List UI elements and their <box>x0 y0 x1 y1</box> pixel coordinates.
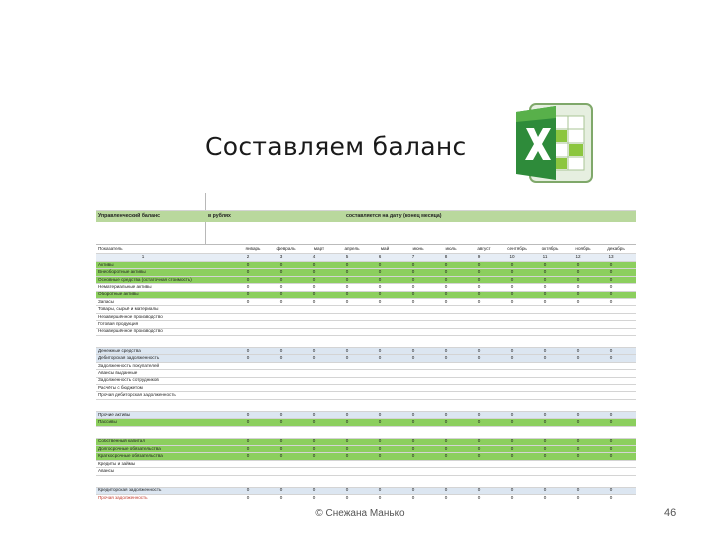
cell-value: 0 <box>477 348 481 353</box>
row-label: Авансы <box>98 468 115 474</box>
cell-value: 0 <box>279 284 283 290</box>
cell-value: 0 <box>510 276 514 282</box>
cell-value: 0 <box>510 299 514 304</box>
cell-value: 0 <box>246 438 250 444</box>
cell-value: 0 <box>576 446 580 451</box>
cell-value: 0 <box>345 453 349 459</box>
cell-value: 0 <box>576 438 580 444</box>
column-number: 12 <box>575 254 581 260</box>
cell-value: 0 <box>246 299 250 304</box>
cell-value: 0 <box>378 284 382 290</box>
excel-logo-icon <box>512 98 598 188</box>
cell-value: 0 <box>246 348 250 353</box>
table-row <box>96 391 636 398</box>
cell-value: 0 <box>246 419 250 425</box>
column-number: 3 <box>279 254 283 260</box>
cell-value: 0 <box>345 487 349 493</box>
cell-value: 0 <box>279 291 283 297</box>
cell-value: 0 <box>510 348 514 353</box>
cell-value: 0 <box>510 487 514 493</box>
cell-value: 0 <box>378 276 382 282</box>
row-label: Задолженность покупателей <box>98 362 160 368</box>
cell-value: 0 <box>609 355 613 361</box>
column-number: 7 <box>411 254 415 260</box>
cell-value: 0 <box>378 487 382 493</box>
cell-value: 0 <box>345 291 349 297</box>
cell-value: 0 <box>609 419 613 425</box>
cell-value: 0 <box>279 348 283 353</box>
cell-value: 0 <box>378 419 382 425</box>
cell-value: 0 <box>444 487 448 493</box>
cell-value: 0 <box>279 487 283 493</box>
cell-value: 0 <box>279 411 283 417</box>
table-row <box>96 494 636 501</box>
table-row <box>96 487 636 494</box>
row-label: Готовая продукция <box>98 321 139 327</box>
row-label <box>98 476 206 487</box>
row-label: Дебиторская задолженность <box>98 355 160 361</box>
cell-value: 0 <box>510 453 514 459</box>
cell-value: 0 <box>345 438 349 444</box>
cell-value: 0 <box>378 495 382 500</box>
column-number: 5 <box>345 254 349 260</box>
cell-value: 0 <box>246 291 250 297</box>
cell-value: 0 <box>378 348 382 353</box>
sheet-head-mid: в рублях <box>208 212 231 219</box>
row-label: Оборотные активы <box>98 291 139 297</box>
month-header: март <box>313 245 325 251</box>
table-row <box>96 475 636 487</box>
month-header: октябрь <box>541 245 559 251</box>
cell-value: 0 <box>576 262 580 267</box>
page-number: 46 <box>664 507 677 519</box>
cell-value: 0 <box>345 419 349 425</box>
cell-value: 0 <box>246 446 250 451</box>
table-row <box>96 347 636 354</box>
cell-value: 0 <box>444 495 448 500</box>
cell-value: 0 <box>543 453 547 459</box>
cell-value: 0 <box>378 411 382 417</box>
cell-value: 0 <box>477 495 481 500</box>
cell-value: 0 <box>609 438 613 444</box>
cell-value: 0 <box>345 355 349 361</box>
cell-value: 0 <box>576 276 580 282</box>
cell-value: 0 <box>576 269 580 275</box>
row-label: Прочая дебиторская задолженность <box>98 392 176 398</box>
cell-value: 0 <box>411 411 415 417</box>
cell-value: 0 <box>444 262 448 267</box>
cell-value: 0 <box>576 419 580 425</box>
cell-value: 0 <box>576 411 580 417</box>
month-header: декабрь <box>607 245 625 251</box>
month-header: июнь <box>412 245 424 251</box>
cell-value: 0 <box>279 269 283 275</box>
cell-value: 0 <box>510 438 514 444</box>
cell-value: 0 <box>444 284 448 290</box>
cell-value: 0 <box>543 262 547 267</box>
cell-value: 0 <box>543 284 547 290</box>
cell-value: 0 <box>510 419 514 425</box>
table-row <box>96 268 636 275</box>
slide-title: Составляем баланс <box>205 132 467 161</box>
cell-value: 0 <box>609 446 613 451</box>
table-row <box>96 291 636 298</box>
cell-value: 0 <box>378 291 382 297</box>
row-label: Пассивы <box>98 419 117 425</box>
row-label: Денежные средства <box>98 348 141 353</box>
cell-value: 0 <box>477 269 481 275</box>
cell-value: 0 <box>378 262 382 267</box>
cell-value: 0 <box>477 299 481 304</box>
row-label: Прочая задолженность <box>98 495 148 500</box>
column-number: 11 <box>542 254 548 260</box>
cell-value: 0 <box>444 269 448 275</box>
sheet-head-left: Управленческий баланс <box>98 212 160 219</box>
row-label <box>98 427 206 438</box>
column-number: 10 <box>509 254 515 260</box>
row-label: Товары, сырьё и материалы <box>98 306 159 312</box>
cell-value: 0 <box>312 495 316 500</box>
row-label: Незавершённое производство <box>98 328 163 334</box>
cell-value: 0 <box>477 284 481 290</box>
row-label: Активы <box>98 262 114 267</box>
table-row <box>96 298 636 305</box>
cell-value: 0 <box>477 276 481 282</box>
cell-value: 0 <box>477 355 481 361</box>
cell-value: 0 <box>246 269 250 275</box>
cell-value: 0 <box>345 262 349 267</box>
cell-value: 0 <box>411 487 415 493</box>
cell-value: 0 <box>345 269 349 275</box>
table-row <box>96 362 636 369</box>
table-row <box>96 320 636 327</box>
cell-value: 0 <box>378 269 382 275</box>
column-number: 2 <box>246 254 250 260</box>
cell-value: 0 <box>411 269 415 275</box>
table-row <box>96 261 636 268</box>
cell-value: 0 <box>510 269 514 275</box>
column-number: 1 <box>141 254 145 260</box>
table-row <box>96 305 636 312</box>
cell-value: 0 <box>510 355 514 361</box>
row-label: Прочие активы <box>98 411 131 417</box>
cell-value: 0 <box>246 262 250 267</box>
table-row <box>96 452 636 459</box>
table-row <box>96 369 636 376</box>
cell-value: 0 <box>411 438 415 444</box>
cell-value: 0 <box>279 453 283 459</box>
row-label: Расчёты с бюджетом <box>98 385 143 390</box>
month-header: август <box>477 245 491 251</box>
table-row <box>96 438 636 445</box>
cell-value: 0 <box>609 487 613 493</box>
cell-value: 0 <box>609 284 613 290</box>
cell-value: 0 <box>609 453 613 459</box>
cell-value: 0 <box>444 276 448 282</box>
column-number: 8 <box>444 254 448 260</box>
cell-value: 0 <box>576 487 580 493</box>
cell-value: 0 <box>543 419 547 425</box>
cell-value: 0 <box>609 276 613 282</box>
cell-value: 0 <box>444 299 448 304</box>
cell-value: 0 <box>444 355 448 361</box>
cell-value: 0 <box>543 446 547 451</box>
cell-value: 0 <box>411 284 415 290</box>
cell-value: 0 <box>576 495 580 500</box>
cell-value: 0 <box>543 291 547 297</box>
cell-value: 0 <box>378 355 382 361</box>
cell-value: 0 <box>510 291 514 297</box>
column-number: 6 <box>378 254 382 260</box>
table-row <box>96 377 636 384</box>
cell-value: 0 <box>411 262 415 267</box>
table-row <box>96 328 636 335</box>
cell-value: 0 <box>411 495 415 500</box>
cell-value: 0 <box>444 453 448 459</box>
cell-value: 0 <box>543 299 547 304</box>
cell-value: 0 <box>345 276 349 282</box>
month-header-row <box>96 244 636 253</box>
cell-value: 0 <box>576 284 580 290</box>
cell-value: 0 <box>246 276 250 282</box>
cell-value: 0 <box>345 348 349 353</box>
row-label: Задолженность сотрудников <box>98 377 159 383</box>
sheet-head-right: составляется на дату (конец месяца) <box>346 212 442 219</box>
cell-value: 0 <box>312 487 316 493</box>
cell-value: 0 <box>510 446 514 451</box>
cell-value: 0 <box>312 348 316 353</box>
table-row <box>96 418 636 425</box>
cell-value: 0 <box>444 411 448 417</box>
month-header: апрель <box>344 245 360 251</box>
cell-value: 0 <box>312 411 316 417</box>
cell-value: 0 <box>246 487 250 493</box>
cell-value: 0 <box>543 487 547 493</box>
cell-value: 0 <box>378 438 382 444</box>
cell-value: 0 <box>246 284 250 290</box>
table-row <box>96 384 636 391</box>
row-label: Внеоборотные активы <box>98 269 146 275</box>
cell-value: 0 <box>312 299 316 304</box>
cell-value: 0 <box>279 276 283 282</box>
sheet-title-row <box>96 210 636 222</box>
table-row <box>96 399 636 411</box>
table-row <box>96 426 636 438</box>
cell-value: 0 <box>609 411 613 417</box>
cell-value: 0 <box>576 355 580 361</box>
cell-value: 0 <box>312 262 316 267</box>
cell-value: 0 <box>510 284 514 290</box>
cell-value: 0 <box>312 446 316 451</box>
cell-value: 0 <box>378 453 382 459</box>
month-header: май <box>380 245 390 251</box>
table-row <box>96 467 636 474</box>
cell-value: 0 <box>345 495 349 500</box>
month-header: январь <box>245 245 261 251</box>
cell-value: 0 <box>444 438 448 444</box>
table-row <box>96 335 636 347</box>
cell-value: 0 <box>543 276 547 282</box>
cell-value: 0 <box>543 411 547 417</box>
cell-value: 0 <box>279 355 283 361</box>
cell-value: 0 <box>510 495 514 500</box>
cell-value: 0 <box>279 438 283 444</box>
cell-value: 0 <box>378 299 382 304</box>
cell-value: 0 <box>246 411 250 417</box>
cell-value: 0 <box>609 299 613 304</box>
cell-value: 0 <box>345 284 349 290</box>
cell-value: 0 <box>246 355 250 361</box>
row-label <box>98 336 206 347</box>
cell-value: 0 <box>378 446 382 451</box>
column-number: 9 <box>477 254 481 260</box>
cell-value: 0 <box>246 495 250 500</box>
balance-spreadsheet <box>96 210 636 500</box>
cell-value: 0 <box>576 453 580 459</box>
row-label <box>98 400 206 411</box>
cell-value: 0 <box>444 446 448 451</box>
cell-value: 0 <box>279 299 283 304</box>
row-label: Краткосрочные обязательства <box>98 453 163 459</box>
cell-value: 0 <box>345 411 349 417</box>
cell-value: 0 <box>609 348 613 353</box>
table-row <box>96 276 636 283</box>
cell-value: 0 <box>477 487 481 493</box>
column-number-row <box>96 253 636 261</box>
row-label: Основные средства (остаточная стоимость) <box>98 276 192 282</box>
table-row <box>96 283 636 290</box>
cell-value: 0 <box>312 355 316 361</box>
cell-value: 0 <box>345 299 349 304</box>
column-number: 4 <box>312 254 316 260</box>
table-row <box>96 460 636 467</box>
cell-value: 0 <box>444 348 448 353</box>
cell-value: 0 <box>411 453 415 459</box>
cell-value: 0 <box>246 453 250 459</box>
table-row <box>96 445 636 452</box>
cell-value: 0 <box>576 291 580 297</box>
month-header: июль <box>445 245 457 251</box>
cell-value: 0 <box>543 495 547 500</box>
table-row <box>96 411 636 418</box>
row-label: Долгосрочные обязательства <box>98 446 161 451</box>
column-header-label: Показатель <box>98 245 123 251</box>
cell-value: 0 <box>312 284 316 290</box>
cell-value: 0 <box>477 453 481 459</box>
cell-value: 0 <box>279 419 283 425</box>
month-header: сентябрь <box>507 245 527 251</box>
row-label: Собственный капитал <box>98 438 146 444</box>
slide-footer: © Снежана Манько <box>315 508 405 519</box>
cell-value: 0 <box>312 291 316 297</box>
cell-value: 0 <box>411 291 415 297</box>
cell-value: 0 <box>576 299 580 304</box>
cell-value: 0 <box>609 262 613 267</box>
cell-value: 0 <box>543 355 547 361</box>
cell-value: 0 <box>312 276 316 282</box>
month-header: ноябрь <box>575 245 591 251</box>
cell-value: 0 <box>510 262 514 267</box>
cell-value: 0 <box>477 419 481 425</box>
cell-value: 0 <box>279 446 283 451</box>
cell-value: 0 <box>477 446 481 451</box>
cell-value: 0 <box>543 348 547 353</box>
row-label: Авансы выданные <box>98 370 138 376</box>
cell-value: 0 <box>411 276 415 282</box>
column-number: 13 <box>608 254 614 260</box>
row-label: Кредиторская задолженность <box>98 487 162 493</box>
cell-value: 0 <box>312 453 316 459</box>
row-label: Запасы <box>98 299 114 304</box>
cell-value: 0 <box>411 348 415 353</box>
row-label: Кредиты и займы <box>98 460 136 466</box>
cell-value: 0 <box>609 291 613 297</box>
cell-value: 0 <box>444 291 448 297</box>
table-row <box>96 354 636 361</box>
cell-value: 0 <box>411 355 415 361</box>
cell-value: 0 <box>543 438 547 444</box>
cell-value: 0 <box>576 348 580 353</box>
cell-value: 0 <box>411 299 415 304</box>
cell-value: 0 <box>609 495 613 500</box>
cell-value: 0 <box>345 446 349 451</box>
cell-value: 0 <box>543 269 547 275</box>
cell-value: 0 <box>411 419 415 425</box>
cell-value: 0 <box>477 438 481 444</box>
cell-value: 0 <box>444 419 448 425</box>
cell-value: 0 <box>477 291 481 297</box>
cell-value: 0 <box>477 411 481 417</box>
cell-value: 0 <box>312 269 316 275</box>
month-header: февраль <box>276 245 296 251</box>
cell-value: 0 <box>312 438 316 444</box>
cell-value: 0 <box>609 269 613 275</box>
cell-value: 0 <box>312 419 316 425</box>
cell-value: 0 <box>279 262 283 267</box>
cell-value: 0 <box>477 262 481 267</box>
cell-value: 0 <box>411 446 415 451</box>
table-row <box>96 313 636 320</box>
cell-value: 0 <box>510 411 514 417</box>
row-label: Незавершённое производство <box>98 313 163 319</box>
row-label: Нематериальные активы <box>98 284 152 290</box>
cell-value: 0 <box>279 495 283 500</box>
